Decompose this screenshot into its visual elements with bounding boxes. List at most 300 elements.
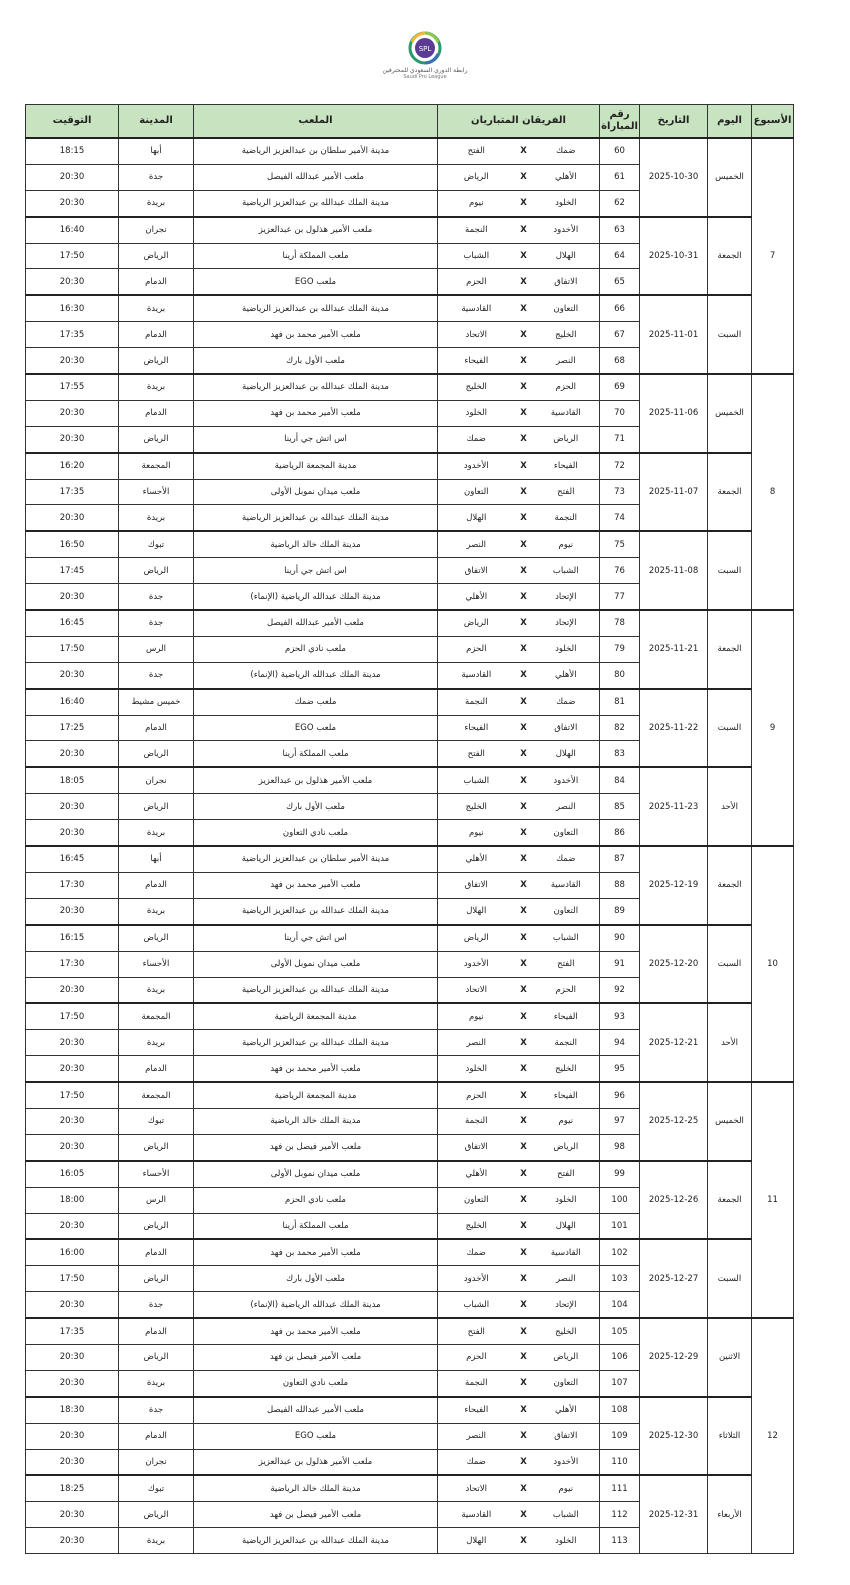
vs-mark: X <box>515 689 533 715</box>
away-team: الرياض <box>438 925 515 951</box>
home-team: الاتفاق <box>533 1423 600 1449</box>
match-number: 60 <box>600 138 640 164</box>
match-date: 2025-11-21 <box>640 610 708 689</box>
vs-mark: X <box>515 1370 533 1396</box>
match-number: 70 <box>600 400 640 426</box>
stadium: مدينة الملك عبدالله الرياضية (الإنماء) <box>194 1292 438 1318</box>
home-team: الخلود <box>533 636 600 662</box>
city: تبوك <box>119 531 194 557</box>
home-team: الهلال <box>533 1213 600 1239</box>
stadium: ملعب الأمير محمد بن فهد <box>194 872 438 898</box>
table-row <box>26 217 794 243</box>
match-number: 94 <box>600 1030 640 1056</box>
away-team: النصر <box>438 531 515 557</box>
match-number: 112 <box>600 1502 640 1528</box>
away-team: الفيحاء <box>438 348 515 374</box>
kickoff-time: 20:30 <box>26 741 119 767</box>
away-team: نيوم <box>438 820 515 846</box>
day-name: الجمعة <box>708 610 752 689</box>
away-team: النجمة <box>438 1370 515 1396</box>
logo-text: SPL <box>418 45 432 53</box>
kickoff-time: 17:50 <box>26 1266 119 1292</box>
kickoff-time: 20:30 <box>26 1423 119 1449</box>
vs-mark: X <box>515 479 533 505</box>
city: الرياض <box>119 741 194 767</box>
match-number: 107 <box>600 1370 640 1396</box>
match-number: 77 <box>600 584 640 610</box>
city: المجمعة <box>119 453 194 479</box>
kickoff-time: 20:30 <box>26 662 119 688</box>
vs-mark: X <box>515 1030 533 1056</box>
city: أبها <box>119 846 194 872</box>
match-number: 85 <box>600 794 640 820</box>
kickoff-time: 20:30 <box>26 1344 119 1370</box>
table-row <box>26 295 794 321</box>
vs-mark: X <box>515 1082 533 1108</box>
match-number: 67 <box>600 322 640 348</box>
home-team: الأخدود <box>533 767 600 793</box>
city: الرس <box>119 1187 194 1213</box>
home-team: الخليج <box>533 322 600 348</box>
away-team: الهلال <box>438 898 515 924</box>
stadium: ملعب الأمير فيصل بن فهد <box>194 1134 438 1160</box>
vs-mark: X <box>515 164 533 190</box>
stadium: مدينة الملك عبدالله الرياضية (الإنماء) <box>194 584 438 610</box>
kickoff-time: 20:30 <box>26 269 119 295</box>
week-number: 11 <box>752 1082 794 1318</box>
vs-mark: X <box>515 636 533 662</box>
home-team: الشباب <box>533 558 600 584</box>
stadium: ملعب الأمير عبدالله الفيصل <box>194 1397 438 1423</box>
col-match-no: رقم المباراة <box>600 105 640 139</box>
kickoff-time: 16:40 <box>26 217 119 243</box>
table-row <box>26 1082 794 1108</box>
kickoff-time: 20:30 <box>26 190 119 216</box>
day-name: الجمعة <box>708 846 752 925</box>
away-team: الحزم <box>438 636 515 662</box>
home-team: الحزم <box>533 977 600 1003</box>
away-team: الحزم <box>438 1082 515 1108</box>
vs-mark: X <box>515 1528 533 1554</box>
home-team: الخليج <box>533 1056 600 1082</box>
home-team: الأهلي <box>533 662 600 688</box>
table-row <box>26 925 794 951</box>
away-team: الاتحاد <box>438 977 515 1003</box>
week-number: 10 <box>752 846 794 1082</box>
away-team: الفيحاء <box>438 715 515 741</box>
day-name: الجمعة <box>708 1161 752 1240</box>
home-team: النصر <box>533 794 600 820</box>
schedule-body <box>26 138 794 1554</box>
stadium: ملعب الأمير محمد بن فهد <box>194 1318 438 1344</box>
home-team: الفتح <box>533 479 600 505</box>
city: أبها <box>119 138 194 164</box>
stadium: مدينة المجمعة الرياضية <box>194 453 438 479</box>
kickoff-time: 17:35 <box>26 479 119 505</box>
match-number: 105 <box>600 1318 640 1344</box>
city: تبوك <box>119 1108 194 1134</box>
match-number: 111 <box>600 1475 640 1501</box>
vs-mark: X <box>515 898 533 924</box>
stadium: ملعب ميدان نموبل الأولى <box>194 479 438 505</box>
match-number: 83 <box>600 741 640 767</box>
stadium: مدينة الملك خالد الرياضية <box>194 1475 438 1501</box>
away-team: الأخدود <box>438 951 515 977</box>
home-team: نيوم <box>533 1108 600 1134</box>
vs-mark: X <box>515 1397 533 1423</box>
match-date: 2025-12-31 <box>640 1475 708 1553</box>
col-day: اليوم <box>708 105 752 139</box>
vs-mark: X <box>515 1318 533 1344</box>
city: الأحساء <box>119 1161 194 1187</box>
stadium: ملعب الأمير عبدالله الفيصل <box>194 610 438 636</box>
kickoff-time: 20:30 <box>26 505 119 531</box>
city: الرياض <box>119 1134 194 1160</box>
vs-mark: X <box>515 1003 533 1029</box>
vs-mark: X <box>515 295 533 321</box>
match-date: 2025-11-07 <box>640 453 708 532</box>
match-number: 80 <box>600 662 640 688</box>
table-row <box>26 1003 794 1029</box>
home-team: ضمك <box>533 138 600 164</box>
away-team: الاتفاق <box>438 872 515 898</box>
home-team: نيوم <box>533 1475 600 1501</box>
city: الرياض <box>119 1266 194 1292</box>
match-number: 84 <box>600 767 640 793</box>
home-team: الفتح <box>533 951 600 977</box>
kickoff-time: 20:30 <box>26 1502 119 1528</box>
stadium: مدينة الملك عبدالله بن عبدالعزيز الرياضية <box>194 977 438 1003</box>
stadium: ملعب الأمير هذلول بن عبدالعزيز <box>194 767 438 793</box>
kickoff-time: 17:30 <box>26 951 119 977</box>
away-team: الأخدود <box>438 1266 515 1292</box>
city: بريدة <box>119 505 194 531</box>
stadium: ملعب نادي الحزم <box>194 1187 438 1213</box>
city: خميس مشيط <box>119 689 194 715</box>
stadium: ملعب المملكة أرينا <box>194 243 438 269</box>
away-team: الاتحاد <box>438 322 515 348</box>
city: بريدة <box>119 1528 194 1554</box>
match-number: 88 <box>600 872 640 898</box>
vs-mark: X <box>515 977 533 1003</box>
city: بريدة <box>119 1370 194 1396</box>
away-team: الأهلي <box>438 584 515 610</box>
away-team: الخلود <box>438 1056 515 1082</box>
away-team: الخليج <box>438 1213 515 1239</box>
match-number: 74 <box>600 505 640 531</box>
away-team: الفيحاء <box>438 1397 515 1423</box>
stadium: ملعب EGO <box>194 715 438 741</box>
city: الدمام <box>119 269 194 295</box>
header <box>0 30 850 92</box>
stadium: اس اتش جي أرينا <box>194 558 438 584</box>
match-number: 93 <box>600 1003 640 1029</box>
schedule-table <box>25 104 794 1554</box>
vs-mark: X <box>515 1423 533 1449</box>
stadium: مدينة الملك عبدالله بن عبدالعزيز الرياضية <box>194 1030 438 1056</box>
match-number: 66 <box>600 295 640 321</box>
stadium: مدينة الأمير سلطان بن عبدالعزيز الرياضية <box>194 138 438 164</box>
stadium: مدينة الملك خالد الرياضية <box>194 531 438 557</box>
home-team: الأهلي <box>533 1397 600 1423</box>
stadium: مدينة الملك عبدالله بن عبدالعزيز الرياضية <box>194 1528 438 1554</box>
city: جدة <box>119 1292 194 1318</box>
match-date: 2025-11-01 <box>640 295 708 374</box>
city: الدمام <box>119 1318 194 1344</box>
home-team: الرياض <box>533 1344 600 1370</box>
table-row <box>26 531 794 557</box>
match-number: 78 <box>600 610 640 636</box>
match-number: 96 <box>600 1082 640 1108</box>
city: الأحساء <box>119 951 194 977</box>
table-row <box>26 1397 794 1423</box>
match-date: 2025-12-21 <box>640 1003 708 1082</box>
stadium: ملعب الأمير محمد بن فهد <box>194 322 438 348</box>
home-team: الاتفاق <box>533 715 600 741</box>
kickoff-time: 17:25 <box>26 715 119 741</box>
city: جدة <box>119 164 194 190</box>
city: نجران <box>119 767 194 793</box>
stadium: ملعب الأول بارك <box>194 794 438 820</box>
away-team: نيوم <box>438 1003 515 1029</box>
match-number: 97 <box>600 1108 640 1134</box>
vs-mark: X <box>515 741 533 767</box>
city: جدة <box>119 584 194 610</box>
kickoff-time: 20:30 <box>26 584 119 610</box>
city: الدمام <box>119 400 194 426</box>
vs-mark: X <box>515 1134 533 1160</box>
stadium: مدينة الملك عبدالله بن عبدالعزيز الرياضية <box>194 190 438 216</box>
match-number: 103 <box>600 1266 640 1292</box>
city: الدمام <box>119 715 194 741</box>
kickoff-time: 16:05 <box>26 1161 119 1187</box>
day-name: الأحد <box>708 767 752 846</box>
col-teams: الفريقان المتباريان <box>438 105 600 139</box>
vs-mark: X <box>515 426 533 452</box>
kickoff-time: 20:30 <box>26 1292 119 1318</box>
kickoff-time: 20:30 <box>26 348 119 374</box>
kickoff-time: 20:30 <box>26 1030 119 1056</box>
city: جدة <box>119 1397 194 1423</box>
away-team: النجمة <box>438 1108 515 1134</box>
match-number: 65 <box>600 269 640 295</box>
table-row <box>26 767 794 793</box>
match-number: 92 <box>600 977 640 1003</box>
stadium: مدينة الأمير سلطان بن عبدالعزيز الرياضية <box>194 846 438 872</box>
match-number: 63 <box>600 217 640 243</box>
city: بريدة <box>119 820 194 846</box>
vs-mark: X <box>515 794 533 820</box>
stadium: اس اتش جي أرينا <box>194 426 438 452</box>
match-number: 101 <box>600 1213 640 1239</box>
day-name: الخميس <box>708 1082 752 1161</box>
vs-mark: X <box>515 269 533 295</box>
stadium: ملعب الأول بارك <box>194 348 438 374</box>
city: بريدة <box>119 295 194 321</box>
away-team: نيوم <box>438 190 515 216</box>
day-name: السبت <box>708 295 752 374</box>
spl-logo-icon <box>405 30 445 66</box>
stadium: ملعب الأمير فيصل بن فهد <box>194 1502 438 1528</box>
home-team: القادسية <box>533 872 600 898</box>
kickoff-time: 20:30 <box>26 1528 119 1554</box>
kickoff-time: 17:55 <box>26 374 119 400</box>
home-team: التعاون <box>533 295 600 321</box>
stadium: ملعب الأمير هذلول بن عبدالعزيز <box>194 217 438 243</box>
table-row <box>26 1239 794 1265</box>
city: الرياض <box>119 1502 194 1528</box>
home-team: التعاون <box>533 898 600 924</box>
away-team: الشباب <box>438 1292 515 1318</box>
match-date: 2025-10-30 <box>640 138 708 217</box>
kickoff-time: 17:45 <box>26 558 119 584</box>
away-team: الخليج <box>438 374 515 400</box>
table-row <box>26 610 794 636</box>
city: جدة <box>119 662 194 688</box>
stadium: مدينة المجمعة الرياضية <box>194 1003 438 1029</box>
stadium: مدينة الملك عبدالله الرياضية (الإنماء) <box>194 662 438 688</box>
stadium: ملعب نادي الحزم <box>194 636 438 662</box>
stadium: اس اتش جي أرينا <box>194 925 438 951</box>
home-team: الخليج <box>533 1318 600 1344</box>
home-team: الهلال <box>533 243 600 269</box>
stadium: مدينة الملك عبدالله بن عبدالعزيز الرياضية <box>194 374 438 400</box>
vs-mark: X <box>515 505 533 531</box>
kickoff-time: 20:30 <box>26 1370 119 1396</box>
away-team: الشباب <box>438 243 515 269</box>
away-team: الأخدود <box>438 453 515 479</box>
city: الرياض <box>119 925 194 951</box>
col-city: المدينة <box>119 105 194 139</box>
home-team: التعاون <box>533 1370 600 1396</box>
away-team: الرياض <box>438 164 515 190</box>
kickoff-time: 16:20 <box>26 453 119 479</box>
city: الأحساء <box>119 479 194 505</box>
stadium: ملعب الأول بارك <box>194 1266 438 1292</box>
kickoff-time: 20:30 <box>26 1134 119 1160</box>
stadium: ملعب EGO <box>194 269 438 295</box>
match-number: 62 <box>600 190 640 216</box>
match-number: 79 <box>600 636 640 662</box>
kickoff-time: 17:50 <box>26 243 119 269</box>
match-number: 61 <box>600 164 640 190</box>
match-number: 68 <box>600 348 640 374</box>
vs-mark: X <box>515 1344 533 1370</box>
home-team: الإتحاد <box>533 610 600 636</box>
match-number: 71 <box>600 426 640 452</box>
vs-mark: X <box>515 531 533 557</box>
away-team: القادسية <box>438 662 515 688</box>
stadium: ملعب نادي التعاون <box>194 1370 438 1396</box>
table-row <box>26 1475 794 1501</box>
city: الرياض <box>119 243 194 269</box>
away-team: الاتحاد <box>438 1475 515 1501</box>
home-team: الحزم <box>533 374 600 400</box>
match-number: 91 <box>600 951 640 977</box>
kickoff-time: 16:15 <box>26 925 119 951</box>
stadium: ملعب ميدان نموبل الأولى <box>194 951 438 977</box>
home-team: الفيحاء <box>533 453 600 479</box>
vs-mark: X <box>515 951 533 977</box>
home-team: الخلود <box>533 1528 600 1554</box>
day-name: الجمعة <box>708 217 752 296</box>
vs-mark: X <box>515 1449 533 1475</box>
vs-mark: X <box>515 1161 533 1187</box>
stadium: مدينة الملك عبدالله بن عبدالعزيز الرياضية <box>194 505 438 531</box>
vs-mark: X <box>515 1475 533 1501</box>
day-name: الأربعاء <box>708 1475 752 1553</box>
away-team: النجمة <box>438 689 515 715</box>
stadium: ملعب المملكة أرينا <box>194 1213 438 1239</box>
match-number: 99 <box>600 1161 640 1187</box>
away-team: الاتفاق <box>438 1134 515 1160</box>
kickoff-time: 18:30 <box>26 1397 119 1423</box>
week-number: 7 <box>752 138 794 374</box>
day-name: الاثنين <box>708 1318 752 1397</box>
match-number: 106 <box>600 1344 640 1370</box>
col-stadium: الملعب <box>194 105 438 139</box>
city: المجمعة <box>119 1082 194 1108</box>
vs-mark: X <box>515 1292 533 1318</box>
vs-mark: X <box>515 1108 533 1134</box>
vs-mark: X <box>515 925 533 951</box>
away-team: الهلال <box>438 505 515 531</box>
stadium: ملعب الأمير عبدالله الفيصل <box>194 164 438 190</box>
vs-mark: X <box>515 243 533 269</box>
match-number: 89 <box>600 898 640 924</box>
week-number: 8 <box>752 374 794 610</box>
city: بريدة <box>119 898 194 924</box>
city: بريدة <box>119 374 194 400</box>
home-team: الخلود <box>533 1187 600 1213</box>
home-team: الاتفاق <box>533 269 600 295</box>
match-number: 98 <box>600 1134 640 1160</box>
kickoff-time: 17:50 <box>26 1082 119 1108</box>
city: الرياض <box>119 1213 194 1239</box>
vs-mark: X <box>515 584 533 610</box>
match-number: 113 <box>600 1528 640 1554</box>
day-name: الجمعة <box>708 453 752 532</box>
match-number: 95 <box>600 1056 640 1082</box>
home-team: النجمة <box>533 1030 600 1056</box>
kickoff-time: 18:00 <box>26 1187 119 1213</box>
home-team: الإتحاد <box>533 1292 600 1318</box>
day-name: السبت <box>708 531 752 610</box>
home-team: النجمة <box>533 505 600 531</box>
city: الرس <box>119 636 194 662</box>
home-team: الأخدود <box>533 217 600 243</box>
away-team: الفتح <box>438 1318 515 1344</box>
match-number: 86 <box>600 820 640 846</box>
city: الدمام <box>119 1423 194 1449</box>
city: الرياض <box>119 348 194 374</box>
match-number: 69 <box>600 374 640 400</box>
kickoff-time: 20:30 <box>26 1056 119 1082</box>
day-name: الأحد <box>708 1003 752 1082</box>
home-team: الفيحاء <box>533 1082 600 1108</box>
city: بريدة <box>119 190 194 216</box>
kickoff-time: 20:30 <box>26 898 119 924</box>
home-team: الإتحاد <box>533 584 600 610</box>
match-date: 2025-12-19 <box>640 846 708 925</box>
home-team: الأهلي <box>533 164 600 190</box>
kickoff-time: 20:30 <box>26 1108 119 1134</box>
stadium: مدينة الملك عبدالله بن عبدالعزيز الرياضية <box>194 898 438 924</box>
match-number: 73 <box>600 479 640 505</box>
col-week: الأسبوع <box>752 105 794 139</box>
city: الدمام <box>119 872 194 898</box>
kickoff-time: 16:50 <box>26 531 119 557</box>
